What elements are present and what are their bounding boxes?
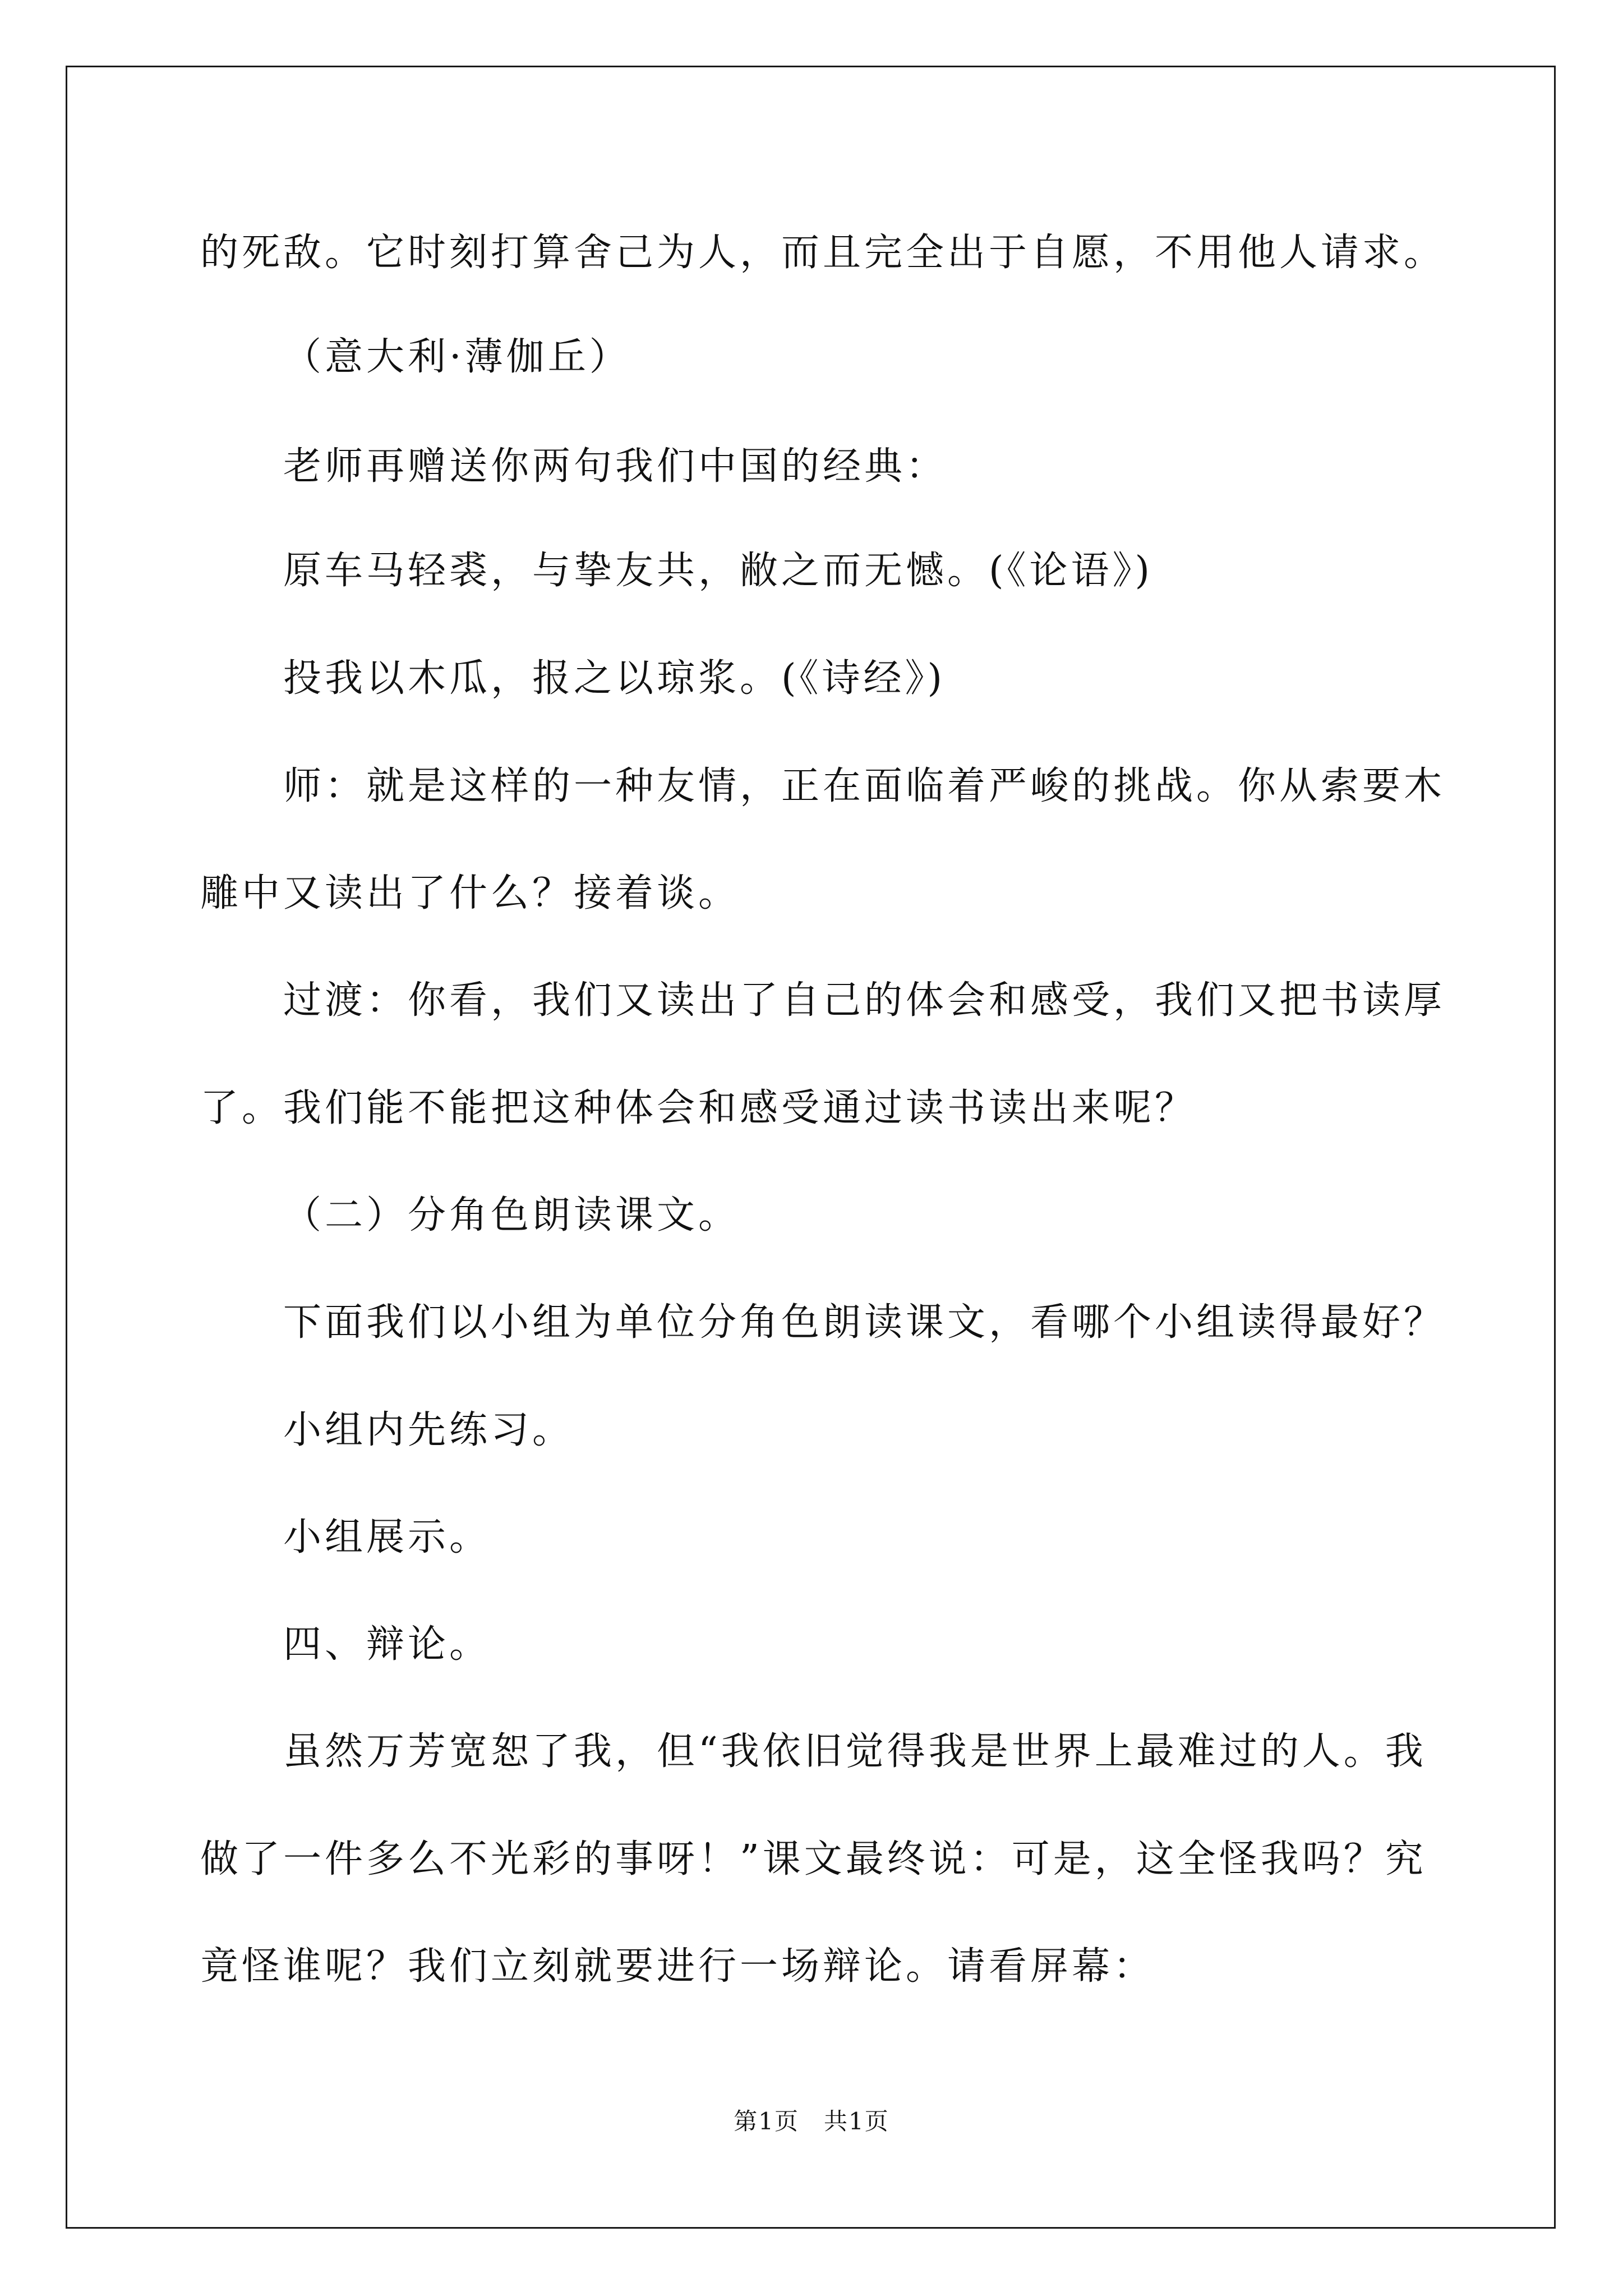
text-line: 下面我们以小组为单位分角色朗读课文，看哪个小组读得最好？ xyxy=(283,1300,1446,1345)
text-line: 的死敌。它时刻打算舍己为人，而且完全出于自愿，不用他人请求。 xyxy=(200,231,1446,275)
text-line: 雕中又读出了什么？接着谈。 xyxy=(200,871,740,915)
text-line: 了。我们能不能把这种体会和感受通过读书读出来呢？ xyxy=(200,1086,1197,1130)
page-border xyxy=(66,66,1556,2229)
text-line: 小组展示。 xyxy=(283,1515,491,1559)
text-line: 竟怪谁呢？我们立刻就要进行一场辩论。请看屏幕： xyxy=(200,1944,1155,1989)
text-line: 投我以木瓜，报之以琼浆。(《诗经》) xyxy=(283,656,946,701)
text-line: 原车马轻裘，与挚友共，敝之而无憾。(《论语》) xyxy=(283,549,1154,593)
text-line: 四、辩论。 xyxy=(283,1622,491,1667)
text-line: （意大利·薄伽丘） xyxy=(283,335,631,379)
text-line: 过渡：你看，我们又读出了自己的体会和感受，我们又把书读厚 xyxy=(283,978,1446,1023)
text-line: 师：就是这样的一种友情，正在面临着严峻的挑战。你从索要木 xyxy=(283,764,1446,808)
text-line: 小组内先练习。 xyxy=(283,1408,574,1452)
text-line: （二）分角色朗读课文。 xyxy=(283,1193,740,1237)
text-line: 虽然万芳宽恕了我，但“我依旧觉得我是世界上最难过的人。我 xyxy=(283,1729,1427,1774)
page-footer: 第1页 共1页 xyxy=(734,2108,889,2135)
text-line: 做了一件多么不光彩的事呀！”课文最终说：可是，这全怪我吗？究 xyxy=(200,1837,1427,1881)
text-line: 老师再赠送你两句我们中国的经典： xyxy=(283,444,948,489)
